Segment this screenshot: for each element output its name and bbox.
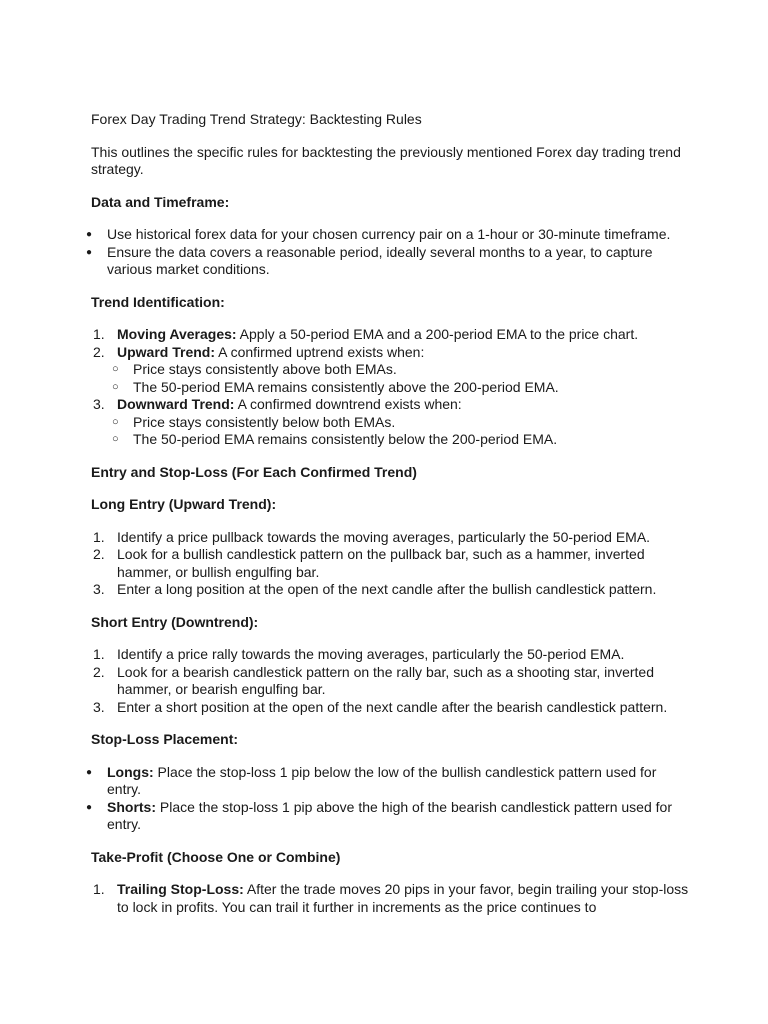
entry-stoploss-heading: Entry and Stop-Loss (For Each Confirmed Trend) — [91, 463, 417, 480]
sub-list-item: ○ Price stays consistently above both EMAs. — [91, 361, 691, 379]
item-text: Identify a price pullback towards the moving averages, particularly the 50-period EMA. — [117, 528, 651, 545]
list-number: 3. — [93, 396, 105, 412]
sub-list-container — [91, 361, 691, 396]
item-label: Trailing Stop-Loss: — [117, 881, 244, 897]
trend-identification-heading: Trend Identification: — [91, 293, 225, 310]
downward-trend-conditions — [91, 414, 691, 449]
take-profit-heading: Take-Profit (Choose One or Combine) — [91, 848, 341, 865]
long-entry-heading: Long Entry (Upward Trend): — [91, 496, 277, 512]
item-text: Enter a long position at the open of the next candle after the bullish candlestick pattern. — [117, 581, 657, 597]
take-profit-list — [91, 881, 691, 916]
list-number: 1. — [93, 646, 105, 662]
item-text: Look for a bullish candlestick pattern on the pullback bar, such as a hammer, inverted hammer, or bullish engulfing bar. — [117, 546, 645, 580]
short-entry-list — [91, 646, 691, 716]
item-text: Place the stop-loss 1 pip above the high of the bearish candlestick pattern used for entry. — [107, 798, 672, 832]
list-item — [91, 326, 691, 344]
intro-paragraph: This outlines the specific rules for backtesting the previously mentioned Forex day trading trend strategy. — [91, 143, 681, 177]
list-number: 1. — [93, 528, 105, 545]
item-label: Downward Trend: — [117, 396, 235, 412]
data-timeframe-heading: Data and Timeframe: — [91, 193, 230, 210]
trend-identification-list — [91, 326, 691, 449]
list-number: 1. — [93, 326, 105, 342]
item-text: Apply a 50-period EMA and a 200-period EMA to the price chart. — [236, 326, 639, 342]
list-item — [91, 764, 691, 799]
list-item: ● Use historical forex data for your chosen currency pair on a 1-hour or 30-minute timeframe. — [91, 226, 691, 244]
list-number: 3. — [93, 581, 105, 597]
list-item — [91, 699, 691, 717]
sub-list-container — [91, 414, 691, 449]
list-number: 2. — [93, 343, 105, 360]
list-item — [91, 664, 691, 699]
item-label: Moving Averages: — [117, 326, 237, 342]
item-text: Enter a short position at the open of the next candle after the bearish candlestick pattern. — [117, 698, 668, 715]
item-text: Place the stop-loss 1 pip below the low of the bullish candlestick pattern used for entry. — [107, 763, 657, 797]
item-text: A confirmed uptrend exists when: — [215, 343, 425, 360]
list-item — [91, 646, 691, 664]
list-number: 1. — [93, 881, 105, 897]
list-number: 2. — [93, 663, 105, 680]
item-text: Look for a bearish candlestick pattern on the rally bar, such as a shooting star, inverted hammer, or bearish engulfing bar. — [117, 663, 654, 697]
stop-loss-list — [91, 764, 691, 834]
document-title: Forex Day Trading Trend Strategy: Backtesting Rules — [91, 111, 422, 127]
list-number: 3. — [93, 698, 105, 715]
list-item — [91, 396, 691, 414]
list-item — [91, 546, 691, 581]
list-item — [91, 581, 691, 599]
sub-list-item: ○ The 50-period EMA remains consistently above the 200-period EMA. — [91, 379, 691, 397]
list-item — [91, 799, 691, 834]
data-timeframe-list — [91, 226, 691, 279]
item-label: Shorts: — [107, 798, 156, 815]
long-entry-list — [91, 529, 691, 599]
item-label: Upward Trend: — [117, 343, 216, 360]
list-item — [91, 344, 691, 362]
document-body — [91, 111, 691, 931]
list-item: ● Ensure the data covers a reasonable period, ideally several months to a year, to capture various market conditions. — [91, 244, 691, 279]
sub-list-item: ○ Price stays consistently below both EMAs. — [91, 414, 691, 432]
upward-trend-conditions — [91, 361, 691, 396]
sub-list-item: ○ The 50-period EMA remains consistently below the 200-period EMA. — [91, 431, 691, 449]
list-number: 2. — [93, 546, 105, 562]
item-text: A confirmed downtrend exists when: — [234, 396, 462, 412]
stop-loss-heading: Stop-Loss Placement: — [91, 731, 239, 747]
list-item — [91, 529, 691, 547]
item-label: Longs: — [107, 763, 154, 780]
item-text: After the trade moves 20 pips in your favor, begin trailing your stop-loss to lock in profits. You can trail it further in increments as the price continues to — [117, 881, 689, 915]
item-text: Identify a price rally towards the moving averages, particularly the 50-period EMA. — [117, 646, 625, 662]
list-item — [91, 881, 691, 916]
short-entry-heading: Short Entry (Downtrend): — [91, 613, 259, 630]
